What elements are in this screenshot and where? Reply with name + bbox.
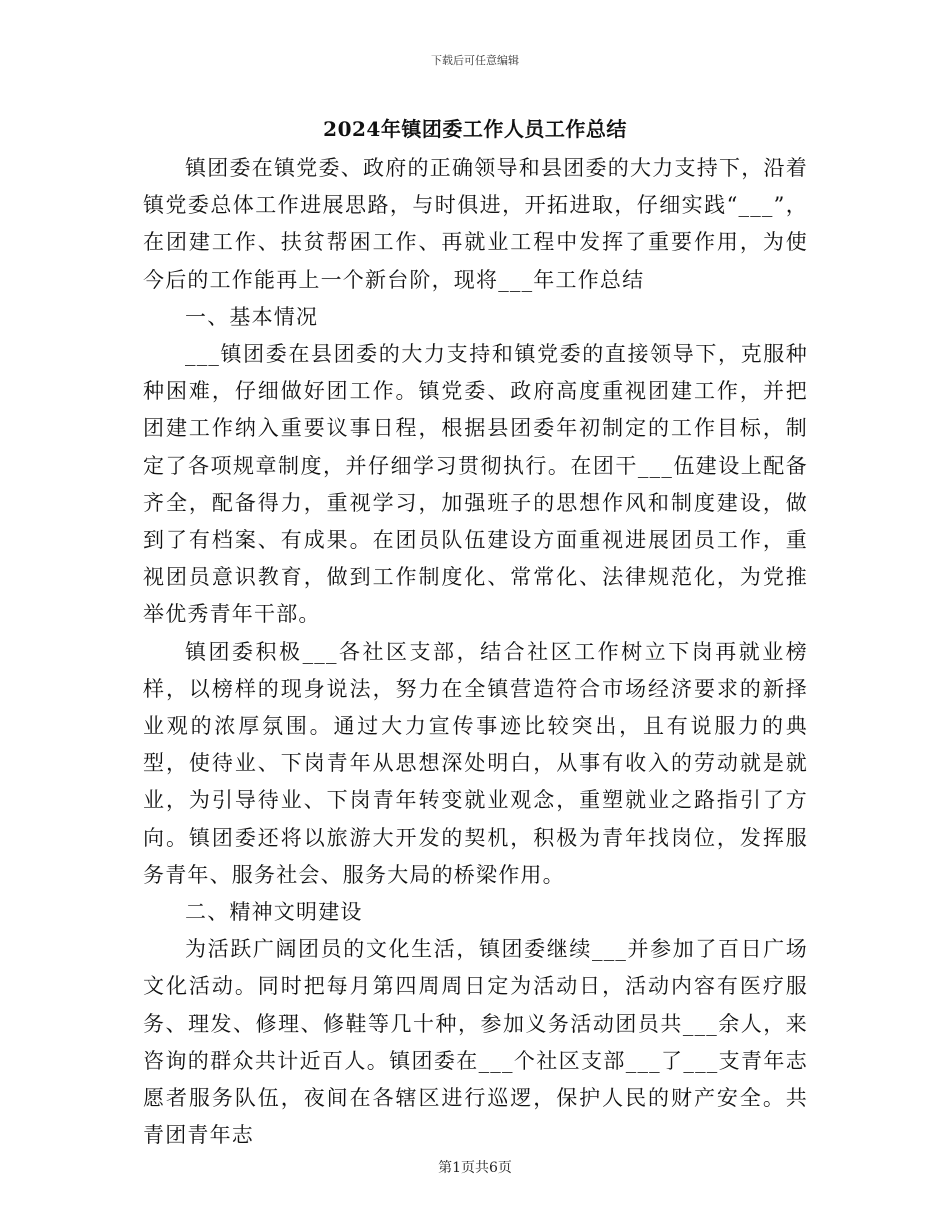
page-number: 第1页共6页: [438, 1160, 512, 1176]
paragraph-employment: 镇团委积极___各社区支部，结合社区工作树立下岗再就业榜样，以榜样的现身说法，努力在全镇营造符合市场经济要求的新择业观的浓厚氛围。通过大力宣传事迹比较突出，且有说服力的典型，使待业、下岗青年从思想深处明白，从事有收入的劳动就是就业，为引导待业、下岗青年转变就业观念，重塑就业之路指引了方向。镇团委还将以旅游大开发的契机，积极为青年找岗位，发挥服务青年、服务社会、服务大局的桥梁作用。: [143, 639, 808, 887]
paragraph-basic-situation: ___镇团委在县团委的大力支持和镇党委的直接领导下，克服种种困难，仔细做好团工作。镇党委、政府高度重视团建工作，并把团建工作纳入重要议事日程，根据县团委年初制定的工作目标，制定了各项规章制度，并仔细学习贯彻执行。在团干___伍建设上配备齐全，配备得力，重视学习，加强班子的思想作风和制度建设，做到了有档案、有成果。在团员队伍建设方面重视进展团员工作，重视团员意识教育，做到工作制度化、常常化、法律规范化，为党推举优秀青年干部。: [143, 342, 808, 627]
document-body: [143, 150, 808, 1154]
page-header: 下载后可任意编辑: [431, 54, 519, 67]
paragraph-culture: 为活跃广阔团员的文化生活，镇团委继续___并参加了百日广场文化活动。同时把每月第四周周日定为活动日，活动内容有医疗服务、理发、修理、修鞋等几十种，参加义务活动团员共___余人，来咨询的群众共计近百人。镇团委在___个社区支部___了___支青年志愿者服务队伍，夜间在各辖区进行巡逻，保护人民的财产安全。共青团青年志: [143, 937, 808, 1148]
section-heading-civilization: 二、精神文明建设: [185, 900, 363, 925]
paragraph-intro: 镇团委在镇党委、政府的正确领导和县团委的大力支持下，沿着镇党委总体工作进展思路，与时俱进，开拓进取，仔细实践“___”，在团建工作、扶贫帮困工作、再就业工程中发挥了重要作用，为使今后的工作能再上一个新台阶，现将___年工作总结: [143, 156, 808, 292]
section-heading-basic: 一、基本情况: [185, 304, 319, 329]
document-title: 2024年镇团委工作人员工作总结: [323, 117, 627, 141]
